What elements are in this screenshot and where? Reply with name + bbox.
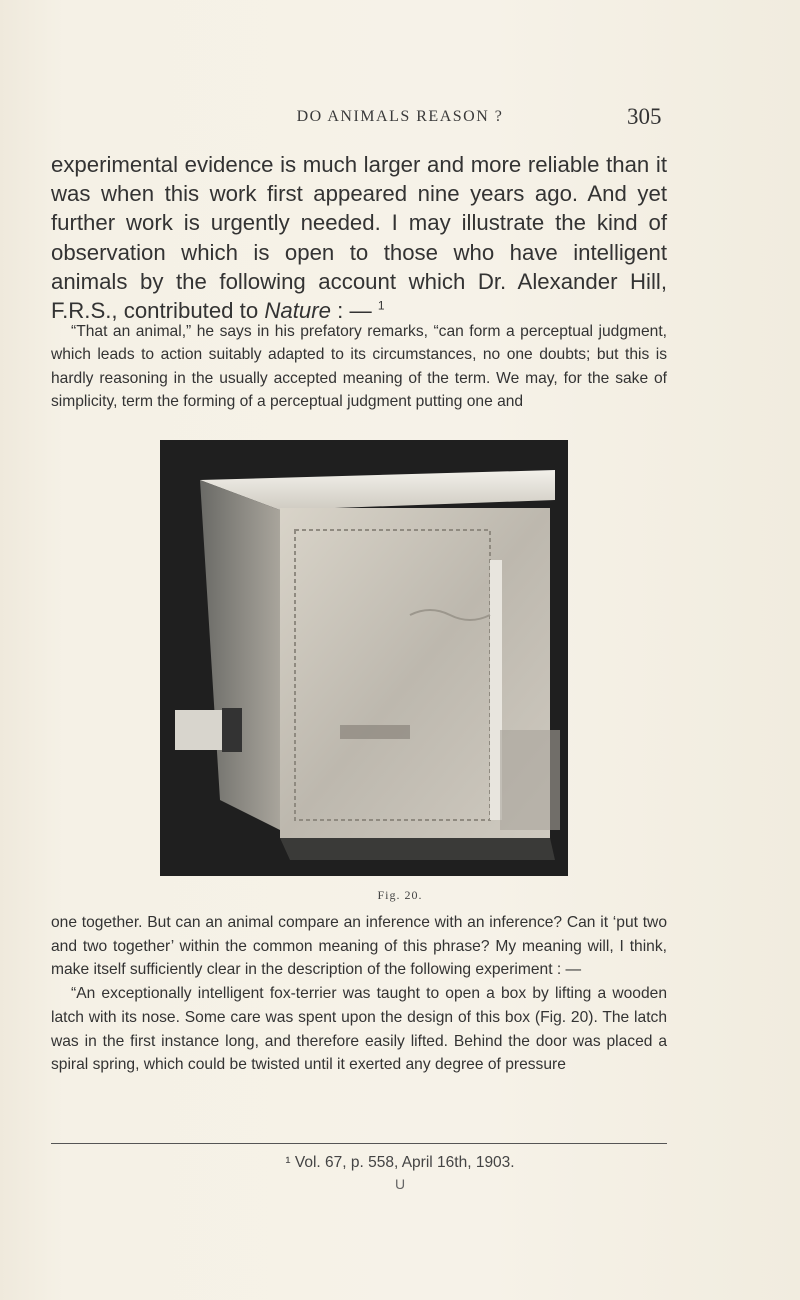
nature-journal-title: Nature xyxy=(264,298,331,324)
box-photo-illustration xyxy=(160,440,568,876)
continuation-text xyxy=(51,911,667,1077)
footnote-reference: 1 xyxy=(377,298,385,313)
experiment-paragraph: “An exceptionally intelligent fox-terrier was taught to open a box by lifting a wooden latch with its nose. Some care was spent upon the design of this box (Fig. 20). The latch was in the first instance long, and therefore easily lifted. Behind the door was placed a spiral spring, which could be twisted until it exerted any degree of pressure xyxy=(51,985,667,1074)
signature-mark: U xyxy=(394,1176,406,1192)
figure-caption: Fig. 20. xyxy=(377,888,423,902)
running-head xyxy=(0,104,800,134)
figure-20-photograph xyxy=(160,440,568,876)
footnote-rule xyxy=(51,1143,667,1144)
opening-paragraph-tail: : — xyxy=(330,298,378,324)
footnote: ¹ Vol. 67, p. 558, April 16th, 1903. xyxy=(285,1154,515,1171)
page-number: 305 xyxy=(627,104,662,129)
opening-paragraph-text: experimental evidence is much larger and more reliable than it was when this work first appeared nine years ago. And yet further work is urgently needed. I may illustrate the kind of observation which is open to those who have intelligent animals by the following account which Dr. Alexander Hill, F.R.S., contributed to xyxy=(51,152,667,324)
opening-paragraph xyxy=(51,150,667,325)
running-title: DO ANIMALS REASON ? xyxy=(296,108,504,125)
quote-paragraph: “That an animal,” he says in his prefatory remarks, “can form a perceptual judgment, which leads to action suitably adapted to its circumstances, no one doubts; but this is hardly reasoning in the usually accepted meaning of the term. We may, for the sake of simplicity, term the forming of a perceptual judgment putting one and xyxy=(51,323,667,411)
continuation-paragraph: one together. But can an animal compare an inference with an inference? Can it ‘put two and two together’ within the common meaning of this phrase? My meaning will, I think, make itself sufficiently clear in the description of the following experiment : — xyxy=(51,914,667,979)
